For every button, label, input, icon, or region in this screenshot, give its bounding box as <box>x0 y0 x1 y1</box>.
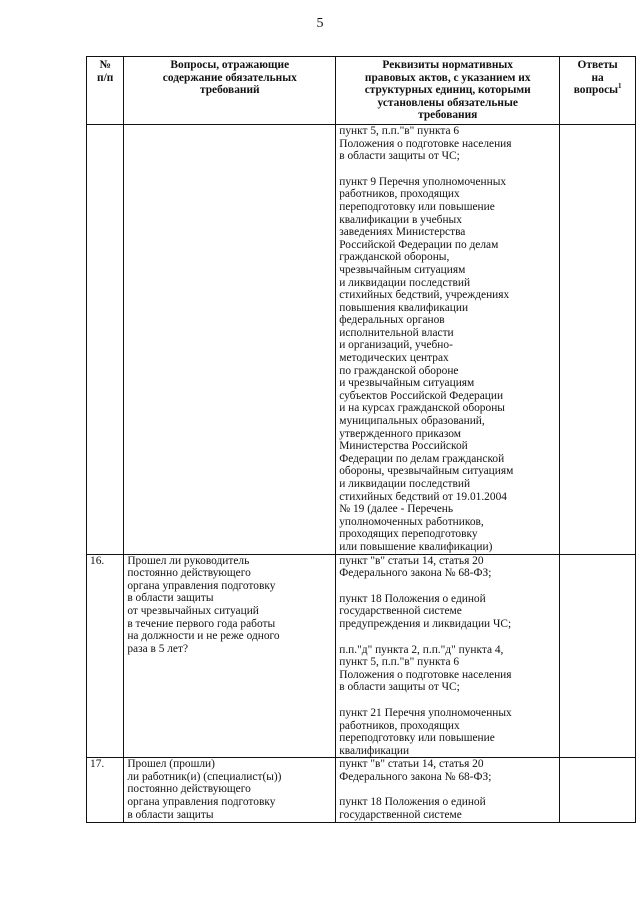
paragraph-gap <box>339 580 556 593</box>
legal-ref-line: № 19 (далее - Перечень <box>339 503 454 516</box>
legal-ref-line: или повышение квалификации) <box>339 540 493 553</box>
question-line: в области защиты <box>127 808 214 821</box>
legal-ref-line: пункт "в" статьи 14, статья 20 <box>339 554 484 567</box>
legal-ref-line: Федерального закона № 68-ФЗ; <box>339 770 492 783</box>
legal-ref-line: по гражданской обороне <box>339 364 459 377</box>
question-line: от чрезвычайных ситуаций <box>127 604 259 617</box>
legal-ref-line: стихийных бедствий, учреждениях <box>339 289 510 302</box>
legal-ref-line: муниципальных образований, <box>339 415 485 428</box>
legal-ref-line: федеральных органов <box>339 314 445 327</box>
question-line: постоянно действующего <box>127 567 251 580</box>
legal-ref-line: п.п."д" пункта 2, п.п."д" пункта 4, <box>339 643 504 656</box>
table-row <box>87 124 636 554</box>
footnote-marker: 1 <box>618 82 622 91</box>
legal-ref-line: заведениях Министерства <box>339 226 466 239</box>
paragraph-gap <box>339 631 556 644</box>
answer-cell[interactable] <box>560 554 636 758</box>
legal-ref-line: Федерального закона № 68-ФЗ; <box>339 567 492 580</box>
legal-ref-line: государственной системе <box>339 605 462 618</box>
legal-ref-line: гражданской обороны, <box>339 251 450 264</box>
header-legal-refs: Реквизиты нормативных правовых актов, с указанием их структурных единиц, которыми установлены обязательные требования <box>336 57 560 125</box>
legal-ref-line: Федерации по делам гражданской <box>339 452 505 465</box>
legal-ref-line: чрезвычайным ситуациям <box>339 263 466 276</box>
legal-refs-cell <box>336 758 560 822</box>
legal-refs-cell <box>336 124 560 554</box>
legal-ref-line: и ликвидации последствий <box>339 478 471 490</box>
table-header-row <box>87 57 636 125</box>
legal-ref-line: работников, проходящих <box>339 188 460 201</box>
legal-ref-line: Министерства Российской <box>339 440 468 453</box>
legal-ref-line: пункт 5, п.п."в" пункта 6 <box>339 124 460 137</box>
answer-cell[interactable] <box>560 124 636 554</box>
legal-ref-line: пункт 5, п.п."в" пункта 6 <box>339 656 460 669</box>
legal-ref-line: пункт 18 Положения о единой <box>339 592 486 605</box>
legal-ref-line: предупреждения и ликвидации ЧС; <box>339 617 512 630</box>
question-line: в течение первого года работы <box>127 617 276 630</box>
legal-ref-line: методических центрах <box>339 352 449 365</box>
page-number: 5 <box>316 16 324 31</box>
legal-ref-line: субъектов Российской Федерации <box>339 389 504 402</box>
legal-ref-line: уполномоченных работников, <box>339 515 484 528</box>
legal-ref-line: и на курсах гражданской обороны <box>339 402 505 415</box>
legal-ref-line: и организаций, учебно- <box>339 339 453 352</box>
paragraph-gap <box>339 783 556 796</box>
legal-ref-line: проходящих переподготовку <box>339 528 478 541</box>
legal-ref-line: стихийных бедствий от 19.01.2004 <box>339 490 507 503</box>
question-line: Прошел (прошли) <box>127 758 215 771</box>
legal-ref-line: и ликвидации последствий <box>339 276 471 289</box>
header-questions: Вопросы, отражающие содержание обязательных требований <box>124 57 336 125</box>
legal-ref-line: и чрезвычайным ситуациям <box>339 377 475 390</box>
question-cell <box>124 124 336 554</box>
legal-ref-line: переподготовку или повышение <box>339 200 495 213</box>
legal-ref-line: квалификации <box>339 744 410 757</box>
legal-ref-line: исполнительной власти <box>339 326 454 339</box>
question-line: раза в 5 лет? <box>127 642 189 655</box>
question-line: на должности и не реже одного <box>127 630 280 643</box>
legal-ref-line: пункт 21 Перечня уполномоченных <box>339 706 512 719</box>
answer-cell[interactable] <box>560 758 636 822</box>
table-row <box>87 758 636 822</box>
legal-ref-line: пункт "в" статьи 14, статья 20 <box>339 758 484 771</box>
question-line: органа управления подготовку <box>127 579 276 592</box>
legal-ref-line: обороны, чрезвычайным ситуациям <box>339 465 514 478</box>
legal-ref-line: Положения о подготовке населения <box>339 137 512 150</box>
question-line: постоянно действующего <box>127 783 251 796</box>
legal-ref-line: государственной системе <box>339 809 462 822</box>
legal-ref-line: повышения квалификации <box>339 301 469 314</box>
legal-ref-line: переподготовку или повышение <box>339 732 495 745</box>
legal-ref-line: утвержденного приказом <box>339 427 461 440</box>
table-row <box>87 554 636 758</box>
legal-ref-line: пункт 18 Положения о единой <box>339 796 486 809</box>
question-cell <box>124 758 336 822</box>
paragraph-gap <box>339 694 556 707</box>
row-number: 16. <box>87 554 124 758</box>
header-number: № п/п <box>87 57 124 125</box>
question-line: ли работник(и) (специалист(ы)) <box>127 770 282 783</box>
legal-ref-line: Российской Федерации по делам <box>339 238 499 251</box>
legal-ref-line: Положения о подготовке населения <box>339 668 512 681</box>
requirements-table <box>86 56 636 823</box>
question-line: Прошел ли руководитель <box>127 554 250 567</box>
legal-ref-line: в области защиты от ЧС; <box>339 150 460 163</box>
paragraph-gap <box>339 163 556 176</box>
row-number <box>87 124 124 554</box>
question-cell <box>124 554 336 758</box>
legal-ref-line: работников, проходящих <box>339 719 460 732</box>
header-answers: Ответы на вопросы$^1$ <box>560 57 636 125</box>
legal-ref-line: в области защиты от ЧС; <box>339 681 460 694</box>
question-line: органа управления подготовку <box>127 796 276 809</box>
question-line: в области защиты <box>127 592 214 605</box>
row-number: 17. <box>87 758 124 822</box>
legal-refs-cell <box>336 554 560 758</box>
legal-ref-line: пункт 9 Перечня уполномоченных <box>339 175 507 188</box>
legal-ref-line: квалификации в учебных <box>339 213 462 226</box>
